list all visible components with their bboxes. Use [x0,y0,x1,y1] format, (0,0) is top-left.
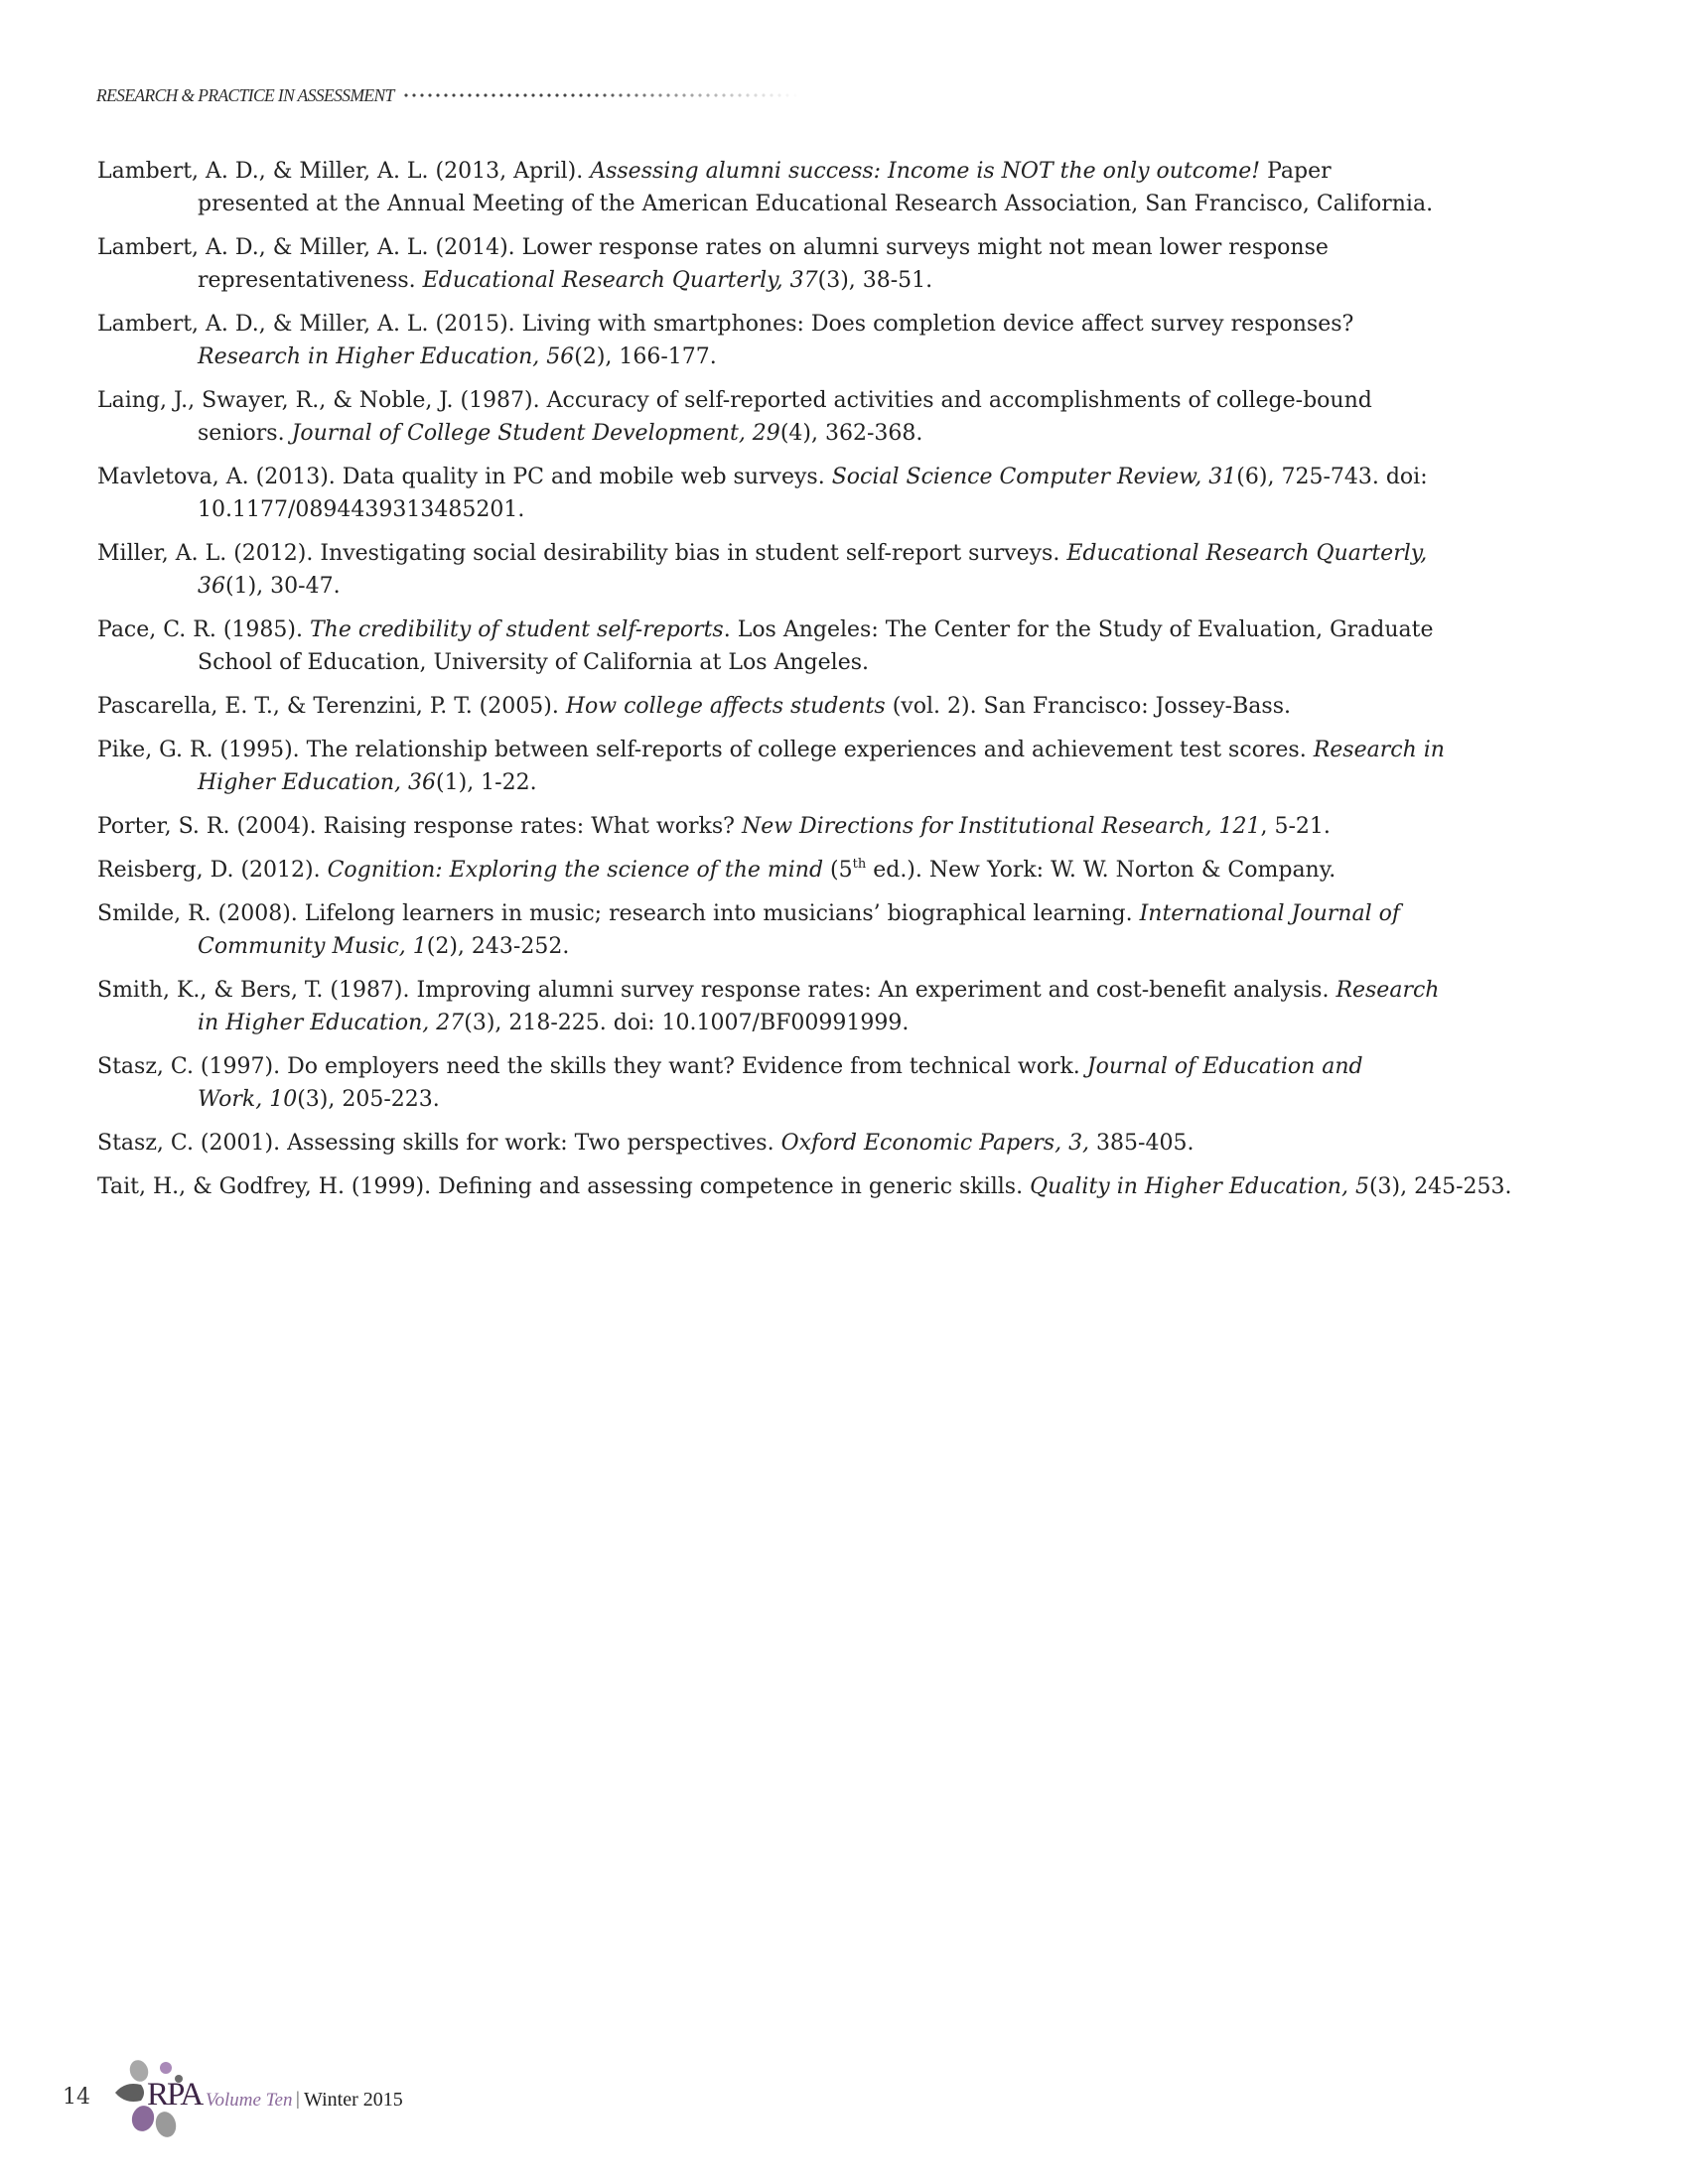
reference-text: Reisberg, D. (2012). [97,858,328,883]
reference-text: Smilde, R. (2008). Lifelong learners in music; research into musicians’ biographical learning. [97,901,1140,926]
reference-text: Mavletova, A. (2013). Data quality in PC and mobile web surveys. [97,465,832,489]
reference-continuation-line [198,188,1433,220]
dotted-rule [402,92,799,98]
reference-text: seniors. [198,421,292,446]
reference-continuation-line [198,417,922,450]
reference-line [97,1170,1512,1203]
reference-line [97,974,1439,1007]
reference-text: Lambert, A. D., & Miller, A. L. (2014). Lower response rates on alumni surveys might not mean lower response [97,235,1329,260]
reference-text: (1), 30-47. [225,574,341,599]
footer-separator: | [296,2089,300,2110]
reference-continuation-line [198,646,869,679]
reference-text: (4), 362-368. [779,421,923,446]
reference-line [97,231,1329,264]
reference-text: Stasz, C. (1997). Do employers need the skills they want? Evidence from technical work. [97,1054,1087,1079]
journal-running-title: RESEARCH & PRACTICE IN ASSESSMENT [96,84,394,105]
reference-text: Stasz, C. (2001). Assessing skills for work: Two perspectives. [97,1131,781,1156]
reference-continuation-line [198,570,341,603]
reference-text: (3), 205-223. [297,1087,440,1112]
reference-italic-text: Research [1336,978,1440,1003]
page-number: 14 [63,2085,90,2110]
reference-continuation-line [198,766,537,799]
reference-continuation-line [198,264,932,297]
reference-italic-text: Educational Research Quarterly, [1066,541,1428,566]
reference-continuation-line [198,1083,440,1116]
reference-text: (3), 218-225. doi: 10.1007/BF00991999. [464,1011,910,1035]
superscript: th [852,857,867,872]
reference-line [97,614,1434,646]
reference-text: presented at the Annual Meeting of the American Educational Research Association, San Francisco, California. [198,192,1434,216]
reference-italic-text: Work, 10 [198,1087,298,1112]
reference-text: Lambert, A. D., & Miller, A. L. (2015). Living with smartphones: Does completion device affect survey responses? [97,312,1354,337]
reference-continuation-line [198,341,717,373]
reference-line [97,734,1445,766]
reference-italic-text: The credibility of student self-reports [309,617,724,642]
reference-line [97,854,1336,887]
reference-italic-text: Social Science Computer Review, 31 [831,465,1237,489]
logo-petal-gray-bottom [153,2110,179,2139]
reference-text: , 5-21. [1260,814,1331,839]
reference-italic-text: Cognition: Exploring the science of the mind [327,858,824,883]
issue-season: Winter 2015 [304,2089,403,2111]
reference-text: School of Education, University of California at Los Angeles. [198,650,869,675]
reference-text: Pike, G. R. (1995). The relationship between self-reports of college experiences and achievement test scores. [97,738,1314,762]
reference-italic-text: Research in [1313,738,1445,762]
reference-line [97,810,1331,843]
reference-italic-text: International Journal of [1139,901,1400,926]
reference-italic-text: Quality in Higher Education, 5 [1030,1174,1369,1199]
reference-text: (3), 245-253. [1368,1174,1512,1199]
page-footer [0,2045,596,2154]
running-head [96,83,799,107]
reference-line [97,1127,1194,1160]
reference-italic-text: Oxford Economic Papers, 3, [780,1131,1090,1156]
reference-line [97,537,1427,570]
reference-text: Tait, H., & Godfrey, H. (1999). Defining and assessing competence in generic skills. [97,1174,1031,1199]
logo-leaf-dark [115,2084,144,2102]
reference-text: representativeness. [198,268,423,293]
reference-text: Porter, S. R. (2004). Raising response rates: What works? [97,814,742,839]
reference-line [97,1050,1363,1083]
reference-text: Laing, J., Swayer, R., & Noble, J. (1987). Accuracy of self-reported activities and accomplishments of college-bound [97,388,1372,413]
reference-continuation-line [198,1007,909,1039]
reference-italic-text: How college affects students [565,694,886,719]
reference-text: ed.). New York: W. W. Norton & Company. [866,858,1336,883]
reference-line [97,897,1400,930]
reference-italic-text: Educational Research Quarterly, 37 [422,268,818,293]
reference-italic-text: Journal of Education and [1086,1054,1363,1079]
reference-italic-text: Research in Higher Education, 56 [198,344,575,369]
reference-italic-text: Community Music, 1 [198,934,427,959]
reference-italic-text: Journal of College Student Development, 29 [291,421,780,446]
reference-text: Pascarella, E. T., & Terenzini, P. T. (2005). [97,694,566,719]
reference-text: (1), 1-22. [436,770,537,795]
reference-line [97,384,1372,417]
reference-text: (2), 243-252. [426,934,570,959]
reference-text: Lambert, A. D., & Miller, A. L. (2013, April). [97,159,591,184]
reference-text: Paper [1260,159,1332,184]
reference-italic-text: Assessing alumni success: Income is NOT the only outcome! [590,159,1261,184]
reference-italic-text: in Higher Education, 27 [198,1011,465,1035]
reference-continuation-line [198,493,524,526]
logo-wordmark: RPA [147,2077,203,2113]
reference-italic-text: New Directions for Institutional Research, 121 [741,814,1261,839]
reference-italic-text: 36 [198,574,225,599]
reference-text: 10.1177/0894439313485201. [198,497,525,522]
reference-text: (5 [823,858,853,883]
reference-text: . Los Angeles: The Center for the Study of Evaluation, Graduate [723,617,1434,642]
reference-line [97,690,1291,723]
reference-line [97,308,1353,341]
reference-text: (2), 166-177. [574,344,717,369]
reference-text: Miller, A. L. (2012). Investigating social desirability bias in student self-report surveys. [97,541,1067,566]
reference-text: Pace, C. R. (1985). [97,617,310,642]
reference-continuation-line [198,930,569,963]
volume-label: Volume Ten [206,2090,293,2111]
logo-dot-purple [160,2062,172,2074]
reference-text: (6), 725-743. doi: [1236,465,1428,489]
reference-text: 385-405. [1089,1131,1195,1156]
reference-italic-text: Higher Education, 36 [198,770,437,795]
reference-text: (3), 38-51. [817,268,933,293]
reference-text: Smith, K., & Bers, T. (1987). Improving alumni survey response rates: An experiment and cost-benefit analysis. [97,978,1336,1003]
reference-line [97,461,1428,493]
reference-text: (vol. 2). San Francisco: Jossey-Bass. [885,694,1291,719]
reference-line [97,155,1332,188]
